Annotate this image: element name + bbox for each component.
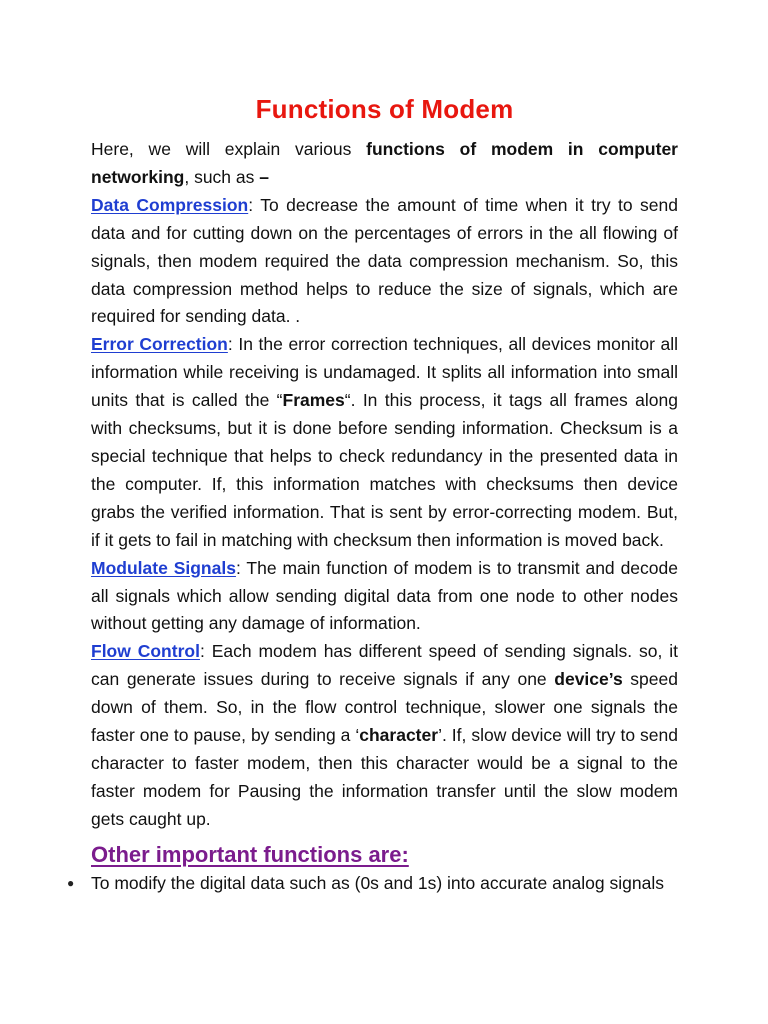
modulate-signals-link[interactable]: Modulate Signals: [91, 557, 236, 578]
bullet-icon: ●: [67, 875, 75, 890]
error-correction-body-b: “. In this process, it tags all frames along with checksums, but it is done before sending information. Checksum is a special technique that helps to check redundancy in the presented data in the computer. If, this information matches with checksums then device grabs the verified information. That is sent by error-correcting modem. But, if it gets to fail in matching with checksum then information is moved back.: [91, 390, 678, 550]
data-compression-body: : To decrease the amount of time when it try to send data and for cutting down on the percentages of errors in the all flowing of signals, then modem required the data compression mechanism. So, this data compression method helps to reduce the size of signals, which are required for sending data. .: [91, 194, 678, 327]
error-correction-link[interactable]: Error Correction: [91, 334, 228, 355]
flow-control-link[interactable]: Flow Control: [91, 641, 200, 662]
section-modulate-signals: [91, 555, 678, 639]
flow-control-body-a: : Each modem has different speed of sending signals. so, it can generate issues during to receive signals if any one: [91, 641, 678, 690]
intro-dash: –: [259, 166, 269, 187]
section-data-compression: [91, 192, 678, 332]
character-term: character: [359, 725, 439, 746]
other-functions-heading: Other important functions are:: [91, 841, 409, 867]
intro-tail: , such as: [184, 166, 260, 187]
intro-lead: Here, we will explain various: [91, 139, 367, 159]
section-error-correction: [91, 331, 678, 554]
device-apostrophe: ’s: [608, 669, 623, 690]
frames-term: Frames: [282, 390, 345, 411]
functions-list: [67, 872, 678, 894]
intro-bold: functions of modem in computer networking: [91, 139, 678, 187]
list-item-text: To modify the digital data such as (0s and 1s) into accurate analog signals: [91, 872, 664, 893]
flow-control-body-b: speed down of them. So, in the flow control technique, slower one signals the faster one to pause, by sending a ‘: [91, 669, 678, 746]
document-page: [67, 88, 679, 894]
modulate-signals-body: : The main function of modem is to transmit and decode all signals which allow sending digital data from one node to other nodes without getting any damage of information.: [91, 557, 678, 634]
section-flow-control: [91, 638, 678, 833]
intro-paragraph: [91, 136, 678, 192]
list-item: [67, 872, 678, 894]
device-term: device: [554, 669, 609, 690]
page-title: Functions of Modem: [255, 94, 514, 124]
error-correction-body-a: : In the error correction techniques, all devices monitor all information while receiving is undamaged. It splits all information into small units that is called the “: [91, 334, 678, 411]
data-compression-link[interactable]: Data Compression: [91, 194, 249, 215]
flow-control-body-c: ’. If, slow device will try to send character to faster modem, then this character would be a signal to the faster modem for Pausing the information transfer until the slow modem gets caught up.: [91, 725, 679, 829]
